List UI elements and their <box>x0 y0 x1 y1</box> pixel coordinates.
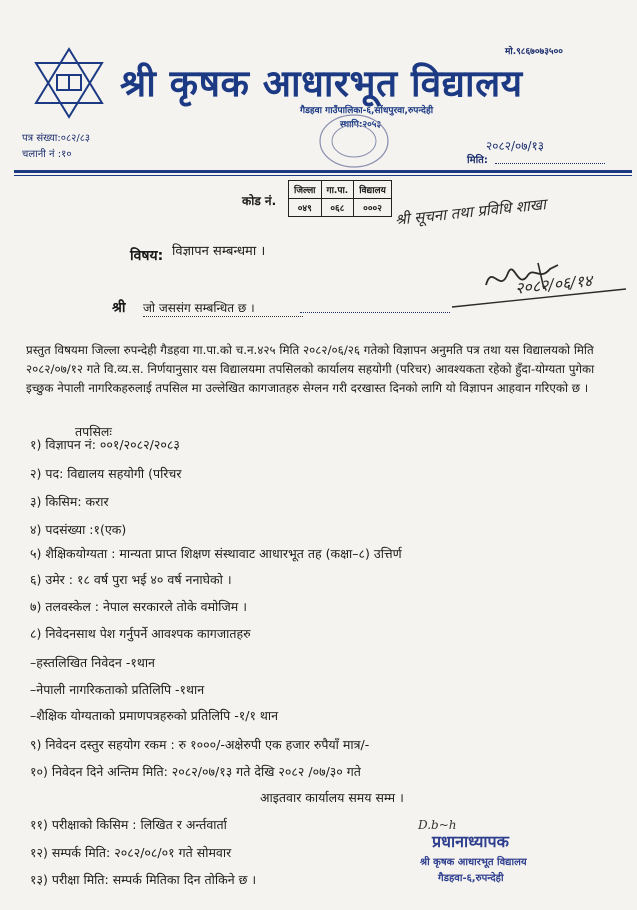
phone-number: मो.९८६७०७३५०० <box>505 47 563 57</box>
recipient-label: श्री <box>112 300 126 316</box>
principal-stamp <box>418 818 578 900</box>
stamp-school: श्री कृषक आधारभूत विद्यालय <box>420 857 527 868</box>
subject-text: विज्ञापन सम्बन्धमा । <box>172 244 266 259</box>
document-citizenship: –नेपाली नागरिकताको प्रतिलिपि -१थान <box>30 682 205 697</box>
round-seal-icon <box>318 112 390 170</box>
school-address: गैडहवा गाउँपालिका-६,सोंधपुरवा,रुपन्देही <box>300 106 434 116</box>
code-header-school: विद्यालय <box>354 181 392 199</box>
principal-signature: D.b~h <box>418 818 457 832</box>
date-dotted-line <box>495 163 605 164</box>
document-application: –हस्तलिखित निवेदन -१थान <box>30 655 155 670</box>
detail-exam-type: ११) परीक्षाको किसिम : लिखित र अर्न्तवार्ता <box>30 817 227 832</box>
detail-age: ६) उमेर : १८ वर्ष पुरा भई ४० वर्ष ननाघेको । <box>30 572 232 587</box>
code-value-district: ०४९ <box>289 199 322 217</box>
detail-fee: ९) निवेदन दस्तुर सहयोग रकम : रु १०००/-अक्षेरुपी एक हजार रुपैयाँ मात्र/- <box>30 737 370 752</box>
detail-post: २) पद: विद्यालय सहयोगी (परिचर <box>30 466 182 481</box>
school-emblem-icon <box>30 47 108 119</box>
detail-contact-date: १२) सम्पर्क मिति: २०८२/०८/०१ गते सोमवार <box>30 845 232 860</box>
detail-salary: ७) तलवस्केल : नेपाल सरकारले तोके वमोजिम । <box>30 599 247 614</box>
date-label: मिति: <box>467 155 488 166</box>
code-value-school: ०००२ <box>354 199 392 217</box>
detail-exam-date: १३) परीक्षा मिति: सम्पर्क मितिका दिन तोकिने छ । <box>30 872 257 887</box>
stamp-address: गैडहवा-६,रुपन्देही <box>438 873 504 884</box>
recipient-dotted-line <box>300 312 450 313</box>
handwritten-date: २०८२/०६/१४ <box>514 270 594 298</box>
code-header-municipality: गा.पा. <box>321 181 354 199</box>
recipient-text: जो जससंग सम्बन्धित छ । <box>143 299 303 317</box>
stamp-title: प्रधानाध्यापक <box>432 832 509 851</box>
header-rule-thick <box>14 170 632 173</box>
established-year: स्थापि:२०५३ <box>340 120 382 130</box>
letter-body: प्रस्तुत विषयमा जिल्ला रुपन्देही गैडहवा गा.पा.को च.न.४२५ मिति २०८२/०६/२६ गतेको विज्ञापन अनुमति पत्र तथा यस विद्यालयको मिति २०८२/०७/१२ गते वि.व्य.स. निर्णयानुसार यस विद्यालयमा तपसिलको कार्यालय सहयोगी (परिचर) आवश्यकता रहेको हुँदा-योग्यता पुगेका इच्छुक नेपाली नागरिकहरुलाई तपसिल मा उल्लेखित कागजातहरु सेग्लन गरी दरखास्त दिनको लागि यो विज्ञापन आहवान गरिएको छ । <box>26 343 595 395</box>
dispatch-number: चलानी नं :१० <box>22 149 72 160</box>
code-label: कोड नं. <box>242 194 277 208</box>
school-name: श्री कृषक आधारभूत विद्यालय <box>120 62 523 105</box>
detail-deadline-continued: आइतवार कार्यालय समय सम्म । <box>260 790 404 805</box>
detail-deadline: १०) निवेदन दिने अन्तिम मिति: २०८२/०७/१३ गते देखि २०८२ /०७/३० गते <box>30 764 361 779</box>
detail-advert-number: १) विज्ञापन नं: ००१/२०८२/२०८३ <box>30 437 180 452</box>
subject-label: विषय: <box>130 248 164 264</box>
code-header-district: जिल्ला <box>289 181 322 199</box>
reference-number: पत्र संख्या:०८२/८३ <box>22 133 91 144</box>
detail-documents: ८) निवेदनसाथ पेश गर्नुपर्ने आवश्पक कागजातहरु <box>30 626 251 641</box>
details-heading: तपसिलः <box>75 424 112 439</box>
letter-date: २०८२/०७/१३ <box>486 139 545 153</box>
detail-type: ३) किसिम: करार <box>30 494 109 509</box>
handwritten-note: श्री सूचना तथा प्रविधि शाखा <box>394 195 547 229</box>
code-value-municipality: ०६८ <box>321 199 354 217</box>
detail-qualification: ५) शैक्षिकयोग्यता : मान्यता प्राप्त शिक्षण संस्थावाट आधारभूत तह (कक्षा–८) उत्तिर्ण <box>30 546 402 561</box>
detail-vacancies: ४) पदसंख्या :१(एक) <box>30 522 127 537</box>
header-rule-thin <box>14 175 632 176</box>
document-certificates: –शैक्षिक योग्यताको प्रमाणपत्रहरुको प्रतिलिपि -१/१ थान <box>30 708 279 723</box>
code-table <box>288 180 392 217</box>
